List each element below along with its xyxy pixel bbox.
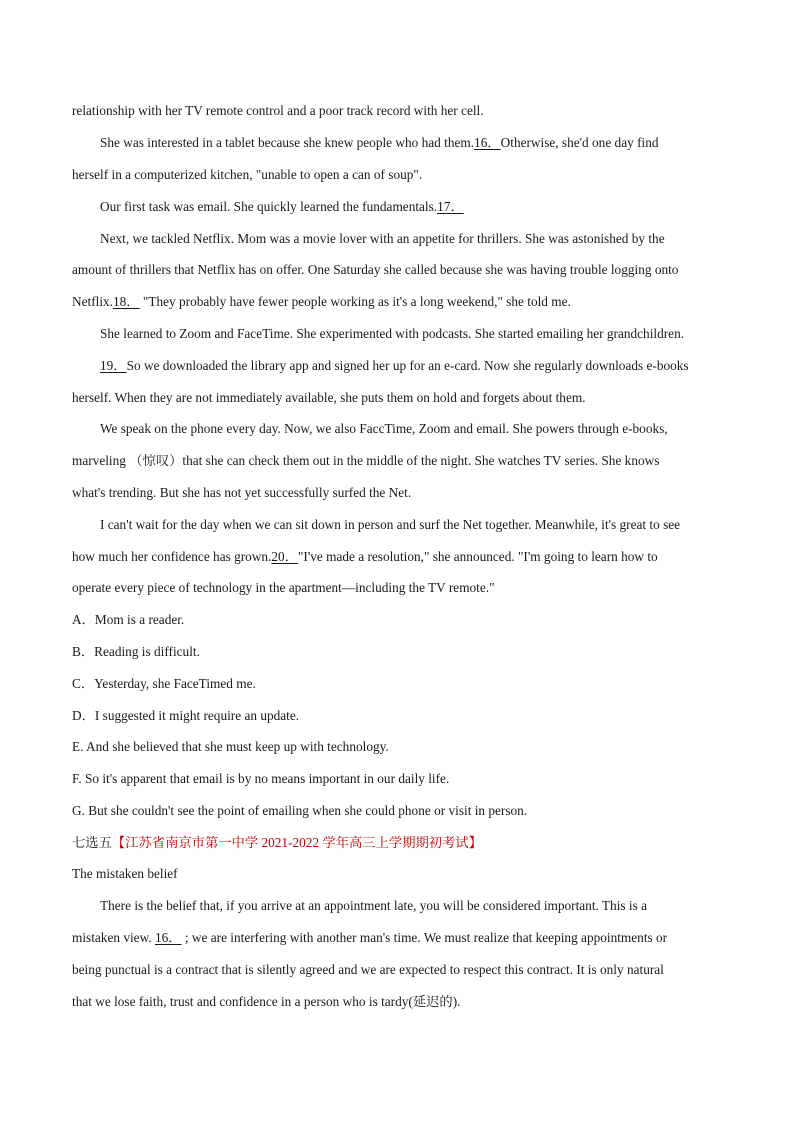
passage-line: operate every piece of technology in the apartment—including the TV remote.": [72, 580, 495, 595]
passage-line: that we lose faith, trust and confidence in a person who is tardy(延迟的).: [72, 994, 461, 1009]
option-e: E. And she believed that she must keep up with technology.: [72, 739, 389, 754]
passage-line: There is the belief that, if you arrive at an appointment late, you will be considered important. This is a: [100, 898, 647, 913]
section-type-label: 七选五: [72, 835, 112, 850]
option-f: F. So it's apparent that email is by no means important in our daily life.: [72, 771, 450, 786]
line-text: mistaken view.: [72, 930, 155, 945]
passage-line: She learned to Zoom and FaceTime. She experimented with podcasts. She started emailing her grandchildren.: [100, 326, 685, 341]
passage-line: herself. When they are not immediately available, she puts them on hold and forgets about them.: [72, 390, 586, 405]
answer-blank-16[interactable]: 16．: [474, 135, 501, 150]
passage-line: [100, 135, 659, 151]
passage-line: what's trending. But she has not yet successfully surfed the Net.: [72, 485, 412, 500]
answer-blank-19[interactable]: 19．: [100, 358, 127, 373]
passage-line: relationship with her TV remote control and a poor track record with her cell.: [72, 103, 484, 118]
option-c: C．Yesterday, she FaceTimed me.: [72, 676, 256, 691]
line-text: ; we are interfering with another man's time. We must realize that keeping appointments or: [181, 930, 668, 945]
answer-blank-18[interactable]: 18．: [113, 294, 140, 309]
option-b: B．Reading is difficult.: [72, 644, 200, 659]
passage-line: [100, 358, 689, 374]
line-text: She was interested in a tablet because she knew people who had them.: [100, 135, 475, 150]
passage-line: [100, 199, 464, 215]
passage-line: being punctual is a contract that is silently agreed and we are expected to respect this contract. It is only natural: [72, 962, 664, 977]
line-text: Otherwise, she'd one day find: [500, 135, 659, 150]
section-heading: [72, 835, 482, 851]
line-text: Netflix.: [72, 294, 113, 309]
passage-line: Next, we tackled Netflix. Mom was a movie lover with an appetite for thrillers. She was astonished by the: [100, 231, 665, 246]
passage-line: herself in a computerized kitchen, "unable to open a can of soup".: [72, 167, 423, 182]
passage-line: marveling （惊叹）that she can check them out in the middle of the night. She watches TV series. She knows: [72, 453, 660, 468]
line-text: So we downloaded the library app and signed her up for an e-card. Now she regularly downloads e-books: [126, 358, 689, 373]
answer-blank-20[interactable]: 20．: [271, 549, 298, 564]
passage-title: The mistaken belief: [72, 866, 178, 881]
option-d: D．I suggested it might require an update.: [72, 708, 300, 723]
line-text: how much her confidence has grown.: [72, 549, 272, 564]
passage-line: [72, 549, 658, 565]
passage-line: I can't wait for the day when we can sit down in person and surf the Net together. Meanwhile, it's great to see: [100, 517, 681, 532]
passage-line: [72, 294, 571, 310]
source-label: 【江苏省南京市第一中学 2021-2022 学年高三上学期期初考试】: [111, 835, 482, 850]
line-text: "I've made a resolution," she announced. "I'm going to learn how to: [297, 549, 658, 564]
line-text: "They probably have fewer people working as it's a long weekend," she told me.: [139, 294, 571, 309]
passage-line: [72, 930, 667, 946]
passage-line: We speak on the phone every day. Now, we also FaccTime, Zoom and email. She powers through e-books,: [100, 421, 668, 436]
passage-line: amount of thrillers that Netflix has on offer. One Saturday she called because she was having trouble logging onto: [72, 262, 679, 277]
option-a: A．Mom is a reader.: [72, 612, 185, 627]
line-text: Our first task was email. She quickly learned the fundamentals.: [100, 199, 438, 214]
answer-blank-17[interactable]: 17．: [437, 199, 464, 214]
option-g: G. But she couldn't see the point of emailing when she could phone or visit in person.: [72, 803, 528, 818]
answer-blank-16-section2[interactable]: 16．: [154, 930, 182, 945]
